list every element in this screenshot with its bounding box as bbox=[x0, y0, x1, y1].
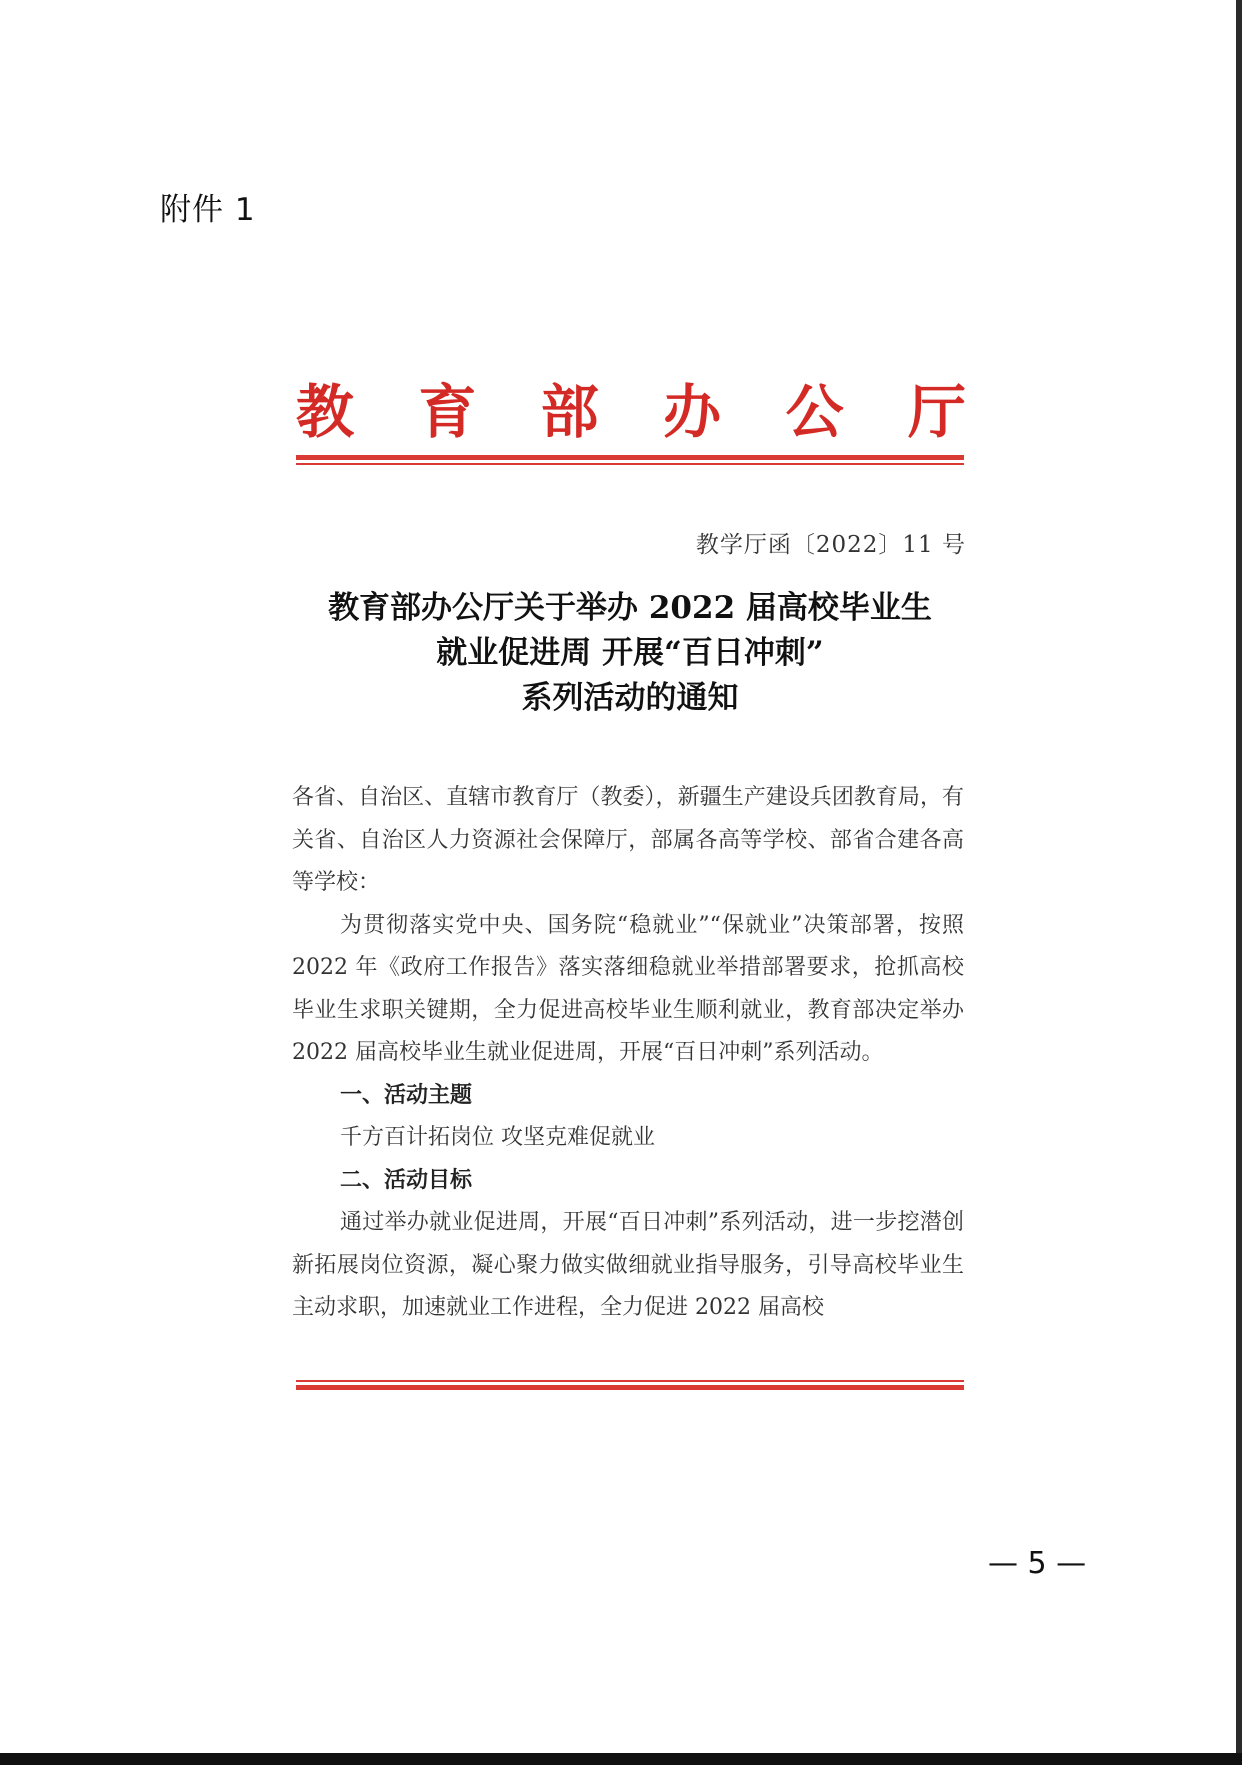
section-heading-goals: 二、活动目标 bbox=[340, 1167, 473, 1193]
header-red-rule-thin bbox=[296, 463, 964, 465]
footer-red-rule-thin bbox=[296, 1380, 964, 1382]
title-line: 教育部办公厅关于举办 2022 届高校毕业生 bbox=[328, 590, 932, 626]
header-char: 厅 bbox=[907, 378, 966, 446]
header-char: 部 bbox=[540, 378, 599, 446]
page-edge-right bbox=[1236, 0, 1242, 1765]
document-title bbox=[296, 586, 964, 721]
header-red-rule-thick bbox=[296, 455, 964, 460]
header-char: 育 bbox=[418, 378, 477, 446]
theme-paragraph: 千方百计拓岗位 攻坚克难促就业 bbox=[340, 1125, 655, 1150]
attachment-label: 附件 1 bbox=[160, 192, 256, 228]
header-char: 教 bbox=[296, 378, 355, 446]
section-heading-theme: 一、活动主题 bbox=[340, 1082, 473, 1108]
title-line: 系列活动的通知 bbox=[521, 680, 739, 716]
document-body bbox=[292, 777, 964, 1330]
page-edge-bottom bbox=[0, 1753, 1242, 1765]
addressee-paragraph: 各省、自治区、直辖市教育厅（教委），新疆生产建设兵团教育局，有关省、自治区人力资源社会保障厅，部属各高等学校、部省合建各高等学校： bbox=[292, 785, 964, 895]
issuing-office-header bbox=[296, 365, 966, 449]
header-char: 公 bbox=[785, 378, 844, 446]
intro-paragraph: 为贯彻落实党中央、国务院“稳就业”“保就业”决策部署，按照 2022 年《政府工作报告》落实落细稳就业举措部署要求，抢抓高校毕业生求职关键期，全力促进高校毕业生顺利就业，教育部决定举办 2022 届高校毕业生就业促进周，开展“百日冲刺”系列活动。 bbox=[292, 912, 964, 1065]
page-number: — 5 — bbox=[988, 1546, 1087, 1581]
goals-paragraph: 通过举办就业促进周，开展“百日冲刺”系列活动，进一步挖潜创新拓展岗位资源，凝心聚力做实做细就业指导服务，引导高校毕业生主动求职，加速就业工作进程，全力促进 2022 届高校 bbox=[292, 1210, 964, 1320]
header-char: 办 bbox=[663, 378, 722, 446]
footer-red-rule-thick bbox=[296, 1385, 964, 1390]
document-number: 教学厅函〔2022〕11 号 bbox=[695, 532, 966, 558]
title-line: 就业促进周 开展“百日冲刺” bbox=[436, 635, 824, 671]
